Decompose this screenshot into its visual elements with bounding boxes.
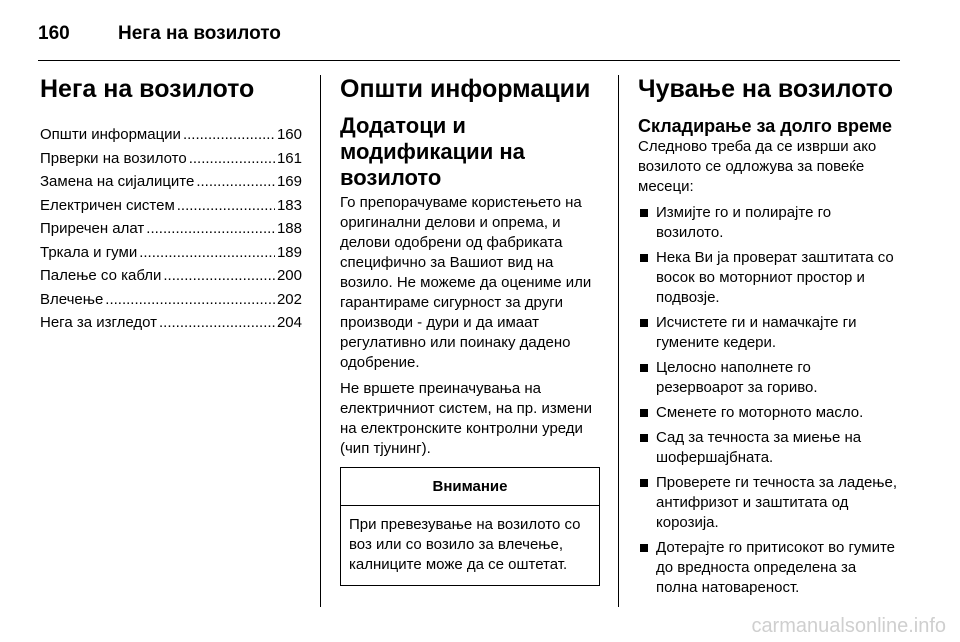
section-subtitle: Складирање за долго време (638, 116, 893, 136)
toc-label: Тркала и гуми (40, 243, 138, 261)
toc-leader (105, 288, 275, 312)
bullet-square-icon (640, 409, 648, 417)
toc-label: Влечење (40, 290, 104, 308)
header-title: Нега на возилото (118, 23, 281, 44)
toc-leader (177, 194, 275, 218)
list-item (638, 248, 900, 308)
toc-label: Палење со кабли (40, 267, 162, 284)
toc-leader (146, 217, 275, 241)
list-item (638, 203, 900, 243)
toc-leader (163, 264, 275, 288)
toc-item[interactable] (40, 170, 302, 194)
toc-page: 160 (276, 126, 302, 143)
toc-leader (189, 147, 275, 171)
toc-page: 188 (276, 220, 302, 237)
toc-item[interactable] (40, 241, 302, 265)
section-title: Чување на возилото (638, 75, 894, 103)
toc-label: Нега за изгледот (40, 314, 158, 331)
header-rule (38, 60, 900, 61)
intro-paragraph: Следново треба да се изврши ако возилото се одложува за повеќе месеци: (638, 138, 877, 195)
toc-leader (183, 123, 275, 147)
toc-page: 189 (276, 243, 302, 261)
paragraph: Го препорачуваме користењето на оригинални делови и опрема, и делови одобрени од фабриката специфично за Вашиот вид на возило. Не можеме да оцениме или гарантираме сигурност за други производи - дури и да имаат регулативно или поинаку дадено одобрение. (340, 194, 592, 371)
page-number: 160 (38, 23, 70, 44)
section-subtitle: Додатоци и модификации на возилото (340, 113, 525, 190)
toc-item[interactable] (40, 217, 302, 241)
list-item (638, 403, 900, 423)
toc-page: 200 (276, 267, 302, 284)
toc-label: Прверки на возилото (40, 149, 187, 167)
toc-page: 161 (276, 149, 302, 167)
toc-item[interactable] (40, 194, 302, 218)
toc-item[interactable] (40, 147, 302, 171)
bullet-square-icon (640, 254, 648, 262)
toc-item[interactable] (40, 123, 302, 147)
toc-label: Електричен систем (40, 196, 175, 214)
toc-leader (139, 241, 275, 265)
section-title: Општи информации (340, 75, 591, 103)
toc-column (40, 73, 302, 335)
general-info-column (340, 73, 602, 586)
list-item (638, 313, 900, 353)
bullet-square-icon (640, 364, 648, 372)
list-item (638, 538, 900, 598)
column-divider-2 (618, 75, 619, 607)
toc-label: Приречен алат (40, 220, 145, 237)
warning-box (340, 467, 600, 586)
toc-page: 202 (276, 290, 302, 308)
bullet-square-icon (640, 544, 648, 552)
bullet-square-icon (640, 209, 648, 217)
column-divider-1 (320, 75, 321, 607)
list-item-text: Сменете го моторното масло. (656, 404, 864, 421)
bullet-square-icon (640, 479, 648, 487)
list-item (638, 428, 900, 468)
list-item-text: Измијте го и полирајте го возилото. (656, 204, 832, 241)
watermark: carmanualsonline.info (751, 615, 946, 637)
table-of-contents (40, 123, 302, 335)
list-item-text: Исчистете ги и намачкајте ги гумените кедери. (656, 314, 857, 351)
bullet-square-icon (640, 434, 648, 442)
storage-column (638, 73, 900, 603)
list-item-text: Нека Ви ја проверат заштитата со восок во моторниот простор и подвозје. (656, 249, 894, 306)
toc-page: 204 (276, 314, 302, 331)
list-item-text: Дотерајте го притисокот во гумите до вредноста определена за полна натовареност. (656, 539, 895, 596)
list-item (638, 358, 900, 398)
toc-leader (196, 170, 275, 194)
bullet-square-icon (640, 319, 648, 327)
list-item (638, 473, 900, 533)
toc-label: Замена на сијалиците (40, 173, 195, 190)
paragraph: Не вршете преиначувања на електричниот систем, на пр. измени на електронските контролни уреди (чип тјунинг). (340, 380, 593, 457)
warning-title: Внимание (341, 468, 599, 506)
chapter-title: Нега на возилото (40, 75, 255, 103)
toc-page: 169 (276, 173, 302, 190)
toc-leader (159, 311, 275, 335)
list-item-text: Проверете ги течноста за ладење, антифризот и заштитата од корозија. (656, 474, 897, 531)
list-item-text: Целосно наполнете го резервоарот за гориво. (656, 359, 818, 396)
toc-item[interactable] (40, 288, 302, 312)
bullet-list (638, 203, 900, 598)
toc-item[interactable] (40, 311, 302, 335)
toc-label: Општи информации (40, 126, 181, 143)
toc-item[interactable] (40, 264, 302, 288)
page-header (38, 18, 281, 50)
list-item-text: Сад за течноста за миење на шофершајбната. (656, 429, 862, 466)
toc-page: 183 (276, 196, 302, 214)
warning-text: При превезување на возилото со воз или со возило за влечење, калниците може да се оштетат. (349, 516, 581, 573)
